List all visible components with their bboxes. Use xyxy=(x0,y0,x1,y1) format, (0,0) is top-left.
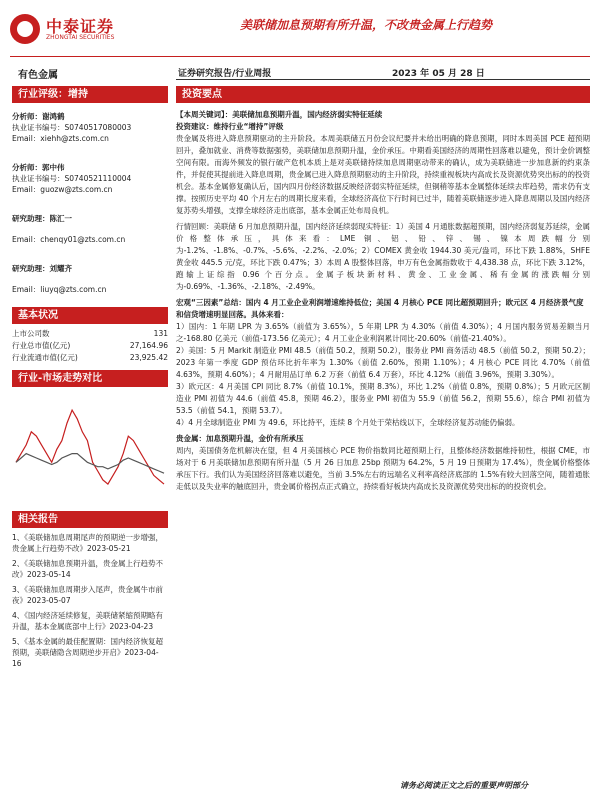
header-divider xyxy=(10,56,590,57)
macro-us: 2）美国：5 月 Markit 制造业 PMI 48.5（前值 50.2，预期 50.2），服务业 PMI 商务活动 48.5（前值 50.2，预期 50.2）；2023 年第一季度 GDP 预估环比折年率为 1.30%（前值 2.60%，预期 1.10%）；4 月核心 PCE 同比 4.70%（前值 4.63%，预期 4.60%）；4 月耐用品订单 6.2 万套（前值 6.4 万套），环比 4.12%（前值 3.96%，预期 3.30%）。 xyxy=(176,346,590,379)
analyst-email[interactable]: Email：guozw@zts.com.cn xyxy=(12,185,113,194)
assistant-name: 研究助理：刘耀齐 xyxy=(12,264,72,273)
rating-bar: 行业评级：增持 xyxy=(12,86,168,103)
basic-row: 行业流通市值(亿元) 23,925.42 xyxy=(12,353,168,362)
macro-global: 4）4 月全球制造业 PMI 为 49.6，环比持平，连续 8 个月处于荣枯线以下，全球经济复苏动能仍偏弱。 xyxy=(176,418,520,427)
market-review: 行情回顾：美联储 6 月加息预期升温，国内经济延续弱现实特征：1）美国 4 月通胀数据超预期，国内经济弱复苏延续，金属价格整体承压，具体来看：LME 铜、铝、铅、锌、锡、镍本周跌幅分别为-1.2%、-1.8%、-0.7%、-5.6%、-2.2%、-2.0%；2）COMEX 黄金收 1944.30 美元/盎司，环比下跌 1.88%，SHFE 黄金收 445.5 元/克，环比下跌 0.47%；3）本周 A 股整体回落，申万有色金属指数收于 4,438.38 点，环比下跌 3.12%，跑输上证综指 0.96 个百分点。金属子板块新材料、黄金、工业金属、稀有金属的涨跌幅分别为-0.69%、-1.36%、-2.18%、-2.49%。 xyxy=(176,222,590,291)
precious-metals-heading: 贵金属：加息预期升温，金价有所承压 xyxy=(176,434,304,443)
analyst-name: 分析师：郭中伟 xyxy=(12,163,65,172)
analyst-email[interactable]: Email：xiehh@zts.com.cn xyxy=(12,134,109,143)
analyst-name: 分析师：谢鸿鹤 xyxy=(12,112,65,121)
investment-advice-heading: 投资建议：维持行业“增持”评级 xyxy=(176,122,284,131)
related-reports-bar: 相关报告 xyxy=(12,511,168,528)
disclaimer-footer: 请务必阅读正文之后的重要声明部分 xyxy=(400,781,528,790)
left-column xyxy=(12,86,168,669)
assistant-2 xyxy=(12,263,168,295)
basic-status-bar: 基本状况 xyxy=(12,307,168,324)
key-points-bar: 投资要点 xyxy=(176,86,590,103)
industry-name: 有色金属 xyxy=(18,70,58,81)
report-type: 证券研究报告/行业周报 xyxy=(178,69,272,79)
macro-eurozone: 3）欧元区：4 月美国 CPI 同比 8.7%（前值 10.1%，预期 8.3%），环比 1.2%（前值 0.8%，预期 0.8%）；5 月欧元区制造业 PMI 初值为 44.6（前值 45.8，预期 46.2），服务业 PMI 初值为 55.9（前值 56.2，预期 55.6），综合 PMI 初值为 53.5（前值 54.1，预期 53.7）。 xyxy=(176,382,590,415)
basic-row: 行业总市值(亿元) 27,164.96 xyxy=(12,341,168,350)
analyst-cert: 执业证书编号：S0740521110004 xyxy=(12,174,132,183)
analyst-2 xyxy=(12,162,168,195)
company-logo-emblem xyxy=(10,14,40,44)
related-report[interactable]: 1、《美联储加息周期尾声的预期逆一步增强，贵金属上行趋势不改》2023-05-21 xyxy=(12,533,164,553)
assistant-name: 研究助理：陈汇一 xyxy=(12,214,72,223)
precious-metals-body: 周内，美国债务危机解决在望，但 4 月美国核心 PCE 物价指数同比超预期上行，且整体经济数据维持韧性，根据 CME，市场对于 6 月美联储加息预期有所升温（5 月 26 日加息 25bp 预期为 64.2%，5 月 19 日预期为 17.4%），贵金属价格整体承压下行。我们认为美国经济回落难以避免，当前 3.5%左右的远端名义利率高经济底部的 1.5%有较大回落空间，随着通胀走低以及失业率的触底回升，贵金属价格拐点正式确立，持续看好板块内高成长及资源优势突出标的的投资机会。 xyxy=(176,446,590,491)
subheader-divider xyxy=(176,79,590,80)
keywords-line: 【本周关键词】：美联储加息预期升温，国内经济弱实特征延续 xyxy=(176,110,383,119)
macro-summary: 宏观“三因素”总结：国内 4 月工业企业利润增速维持低位；美国 4 月核心 PCE 同比超预期回升；欧元区 4 月经济景气度和信贷增速明显回落。具体来看： xyxy=(176,298,584,319)
basic-row: 上市公司数 131 xyxy=(12,329,168,338)
assistant-email[interactable]: Email：chenqy01@zts.com.cn xyxy=(12,235,126,244)
assistant-email[interactable]: Email：liuyq@zts.com.cn xyxy=(12,285,107,294)
analyst-cert: 执业证书编号：S0740517080003 xyxy=(12,123,132,132)
series-line-0 xyxy=(16,410,164,484)
series-line-1 xyxy=(16,454,164,474)
analyst-1 xyxy=(12,111,168,144)
report-date: 2023 年 05 月 28 日 xyxy=(392,69,485,79)
related-report[interactable]: 4、《国内经济延续修复，美联储紧缩预期略有升温，基本金属底部中上行》2023-04-23 xyxy=(12,611,164,631)
right-column xyxy=(176,86,590,493)
page-header xyxy=(0,0,600,62)
related-report[interactable]: 3、《美联储加息周期步入尾声，贵金属牛市前夜》2023-05-07 xyxy=(12,585,164,605)
report-title: 美联储加息预期有所升温，不改贵金属上行趋势 xyxy=(240,18,493,32)
related-report[interactable]: 5、《基本金属的最佳配置期：国内经济恢复超预期，美联储隐含周期逆步开启》2023-04-16 xyxy=(12,637,164,668)
trend-bar: 行业-市场走势对比 xyxy=(12,370,168,387)
macro-china: 1）国内：1 年期 LPR 为 3.65%（前值为 3.65%），5 年期 LPR 为 4.30%（前值 4.30%）；4 月国内服务贸易差额当月之-168.80 亿美元（前值-173.56 亿美元）；4 月工业企业利润累计同比-20.60%（前值-21.40%）。 xyxy=(176,322,590,343)
investment-advice-body: 贵金属及将进入降息预期驱动的主升阶段。本周美联储五月份会议纪要并未给出明确的降息预期，同时本周美国 PCE 超预期回升，叠加就业、消费等数据强势，美联储加息预期升温，金价承压。中期看美国经济的周期性回落难以避免，预计金价调整空间有限。而海外频发的银行破产危机本质上是对美联储持续加息周期驱动带来的确认，成为美联储进一步加息新的约束条件，并促使其提前进入降息周期，贵金属已进入降息预期驱动的主升阶段，持续重视板块内高成长及资源优势突出标的的投资机会。基本金属修复确认后，国内四月份经济数据反映经济弱实特征延续，但铜稍等基本金属整体延续去库趋势，需求仍有支撑。按照历史平均 40 个月左右的周期长度来看，全球经济高位下行时间已过半，随着美联储逐步进入降息周期以及国内经济复苏势头增强，支撑全球经济走出底部，基本金属正处布局良机。 xyxy=(176,134,590,215)
trend-chart xyxy=(12,391,168,501)
company-logo-english: ZHONGTAI SECURITIES xyxy=(46,34,115,41)
company-logo-text: 中泰证券 xyxy=(46,17,115,36)
related-report[interactable]: 2、《美联储加息预期升温，贵金属上行趋势不改》2023-05-14 xyxy=(12,559,164,579)
assistant-1 xyxy=(12,213,168,245)
